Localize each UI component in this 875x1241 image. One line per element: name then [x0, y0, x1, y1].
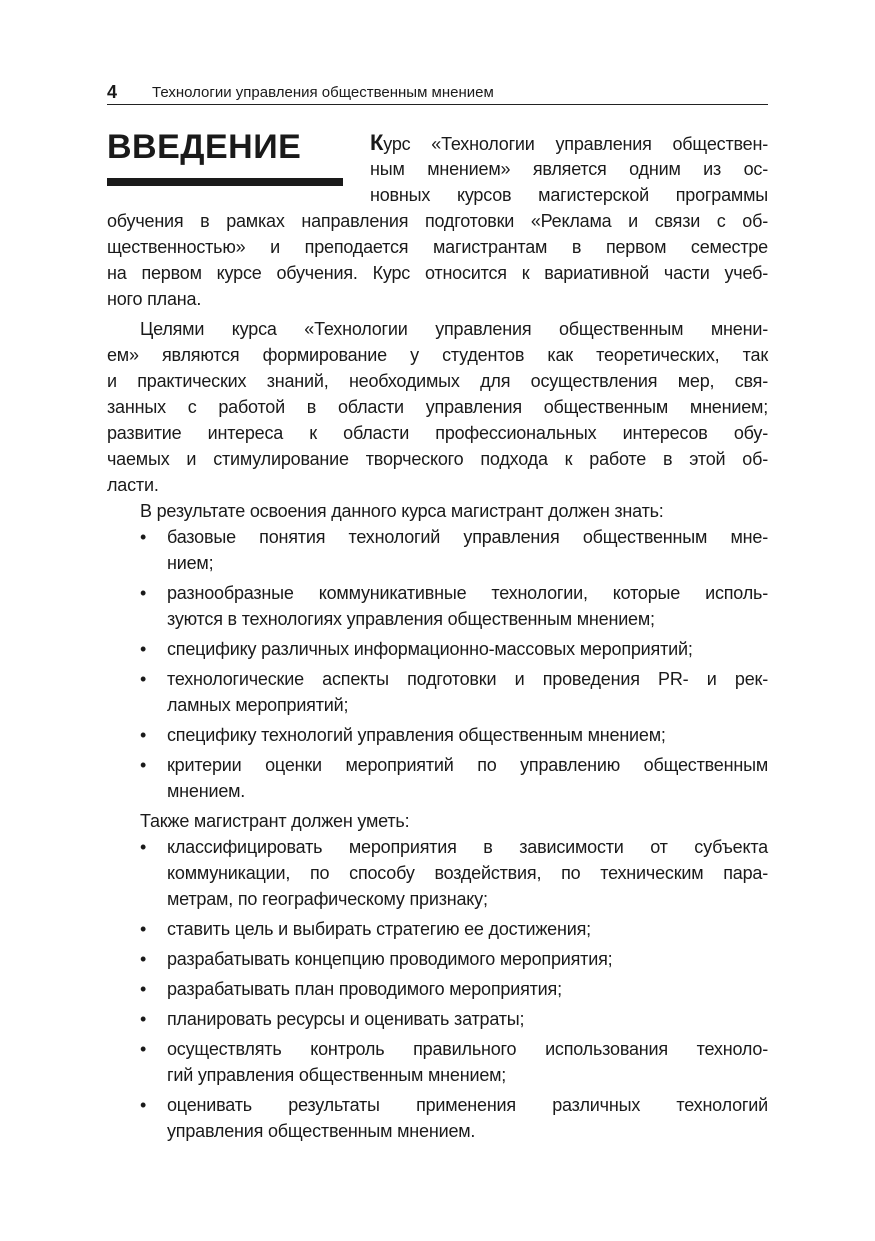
text-line: чаемых и стимулирование творческого подхода к работе в этой об-: [107, 449, 768, 469]
list-item-line: коммуникации, по способу воздействия, по техническим пара-: [167, 863, 768, 883]
text-line: обучения в рамках направления подготовки «Реклама и связи с об-: [107, 211, 768, 231]
text-line: новных курсов магистерской программы: [370, 185, 768, 205]
text-line: развитие интереса к области профессиональных интересов обу-: [107, 423, 768, 443]
list-item-line: специфику технологий управления общественным мнением;: [167, 725, 666, 745]
list-item-line: разрабатывать концепцию проводимого мероприятия;: [167, 949, 613, 969]
running-title: Технологии управления общественным мнением: [152, 84, 494, 101]
list-item-line: критерии оценки мероприятий по управлению общественным: [167, 755, 768, 775]
bullet-icon: •: [140, 1009, 147, 1029]
text-line: Целями курса «Технологии управления общественным мнени-: [140, 319, 768, 339]
text-line: ным мнением» является одним из ос-: [370, 159, 768, 179]
list-item-line: планировать ресурсы и оценивать затраты;: [167, 1009, 525, 1029]
bullet-icon: •: [140, 527, 147, 547]
text-line: ного плана.: [107, 289, 202, 309]
list-item-line: специфику различных информационно-массовых мероприятий;: [167, 639, 693, 659]
list-item-line: разнообразные коммуникативные технологии, которые исполь-: [167, 583, 768, 603]
text-line: на первом курсе обучения. Курс относится к вариативной части учеб-: [107, 263, 768, 283]
page-number: 4: [107, 82, 118, 102]
list-item-line: зуются в технологиях управления общественным мнением;: [167, 609, 655, 629]
text-line: и практических знаний, необходимых для осуществления мер, свя-: [107, 371, 768, 391]
list-item-line: ламных мероприятий;: [167, 695, 349, 715]
list-item-line: мнением.: [167, 781, 246, 801]
intro-first-line: [370, 130, 768, 156]
drop-cap: К: [370, 130, 384, 155]
text-span: урс «Технологии управления обществен-: [383, 134, 768, 154]
chapter-title: ВВЕДЕНИЕ: [107, 128, 302, 166]
bullet-icon: •: [140, 919, 147, 939]
list-intro: В результате освоения данного курса магистрант должен знать:: [140, 501, 664, 521]
bullet-icon: •: [140, 1095, 147, 1115]
list-item-line: оценивать результаты применения различных технологий: [167, 1095, 768, 1115]
bullet-icon: •: [140, 837, 147, 857]
list-item-line: классифицировать мероприятия в зависимости от субъекта: [167, 837, 768, 857]
bullet-icon: •: [140, 669, 147, 689]
list-item-line: управления общественным мнением.: [167, 1121, 476, 1141]
text-line: щественностью» и преподается магистрантам в первом семестре: [107, 237, 768, 257]
bullet-icon: •: [140, 1039, 147, 1059]
running-header: [107, 82, 768, 105]
list-item-line: гий управления общественным мнением;: [167, 1065, 507, 1085]
text-line: ласти.: [107, 475, 159, 495]
list-item-line: разрабатывать план проводимого мероприятия;: [167, 979, 562, 999]
list-item-line: осуществлять контроль правильного использования техноло-: [167, 1039, 768, 1059]
text-line: занных с работой в области управления общественным мнением;: [107, 397, 768, 417]
list-item-line: базовые понятия технологий управления общественным мне-: [167, 527, 768, 547]
bullet-icon: •: [140, 979, 147, 999]
list-item-line: метрам, по географическому признаку;: [167, 889, 488, 909]
list-item-line: нием;: [167, 553, 214, 573]
list-intro: Также магистрант должен уметь:: [140, 811, 410, 831]
bullet-icon: •: [140, 583, 147, 603]
bullet-icon: •: [140, 725, 147, 745]
bullet-icon: •: [140, 949, 147, 969]
bullet-icon: •: [140, 755, 147, 775]
bullet-icon: •: [140, 639, 147, 659]
list-item-line: ставить цель и выбирать стратегию ее достижения;: [167, 919, 591, 939]
text-line: ем» являются формирование у студентов как теоретических, так: [107, 345, 768, 365]
title-underline-bar: [107, 178, 343, 186]
list-item-line: технологические аспекты подготовки и проведения PR- и рек-: [167, 669, 768, 689]
